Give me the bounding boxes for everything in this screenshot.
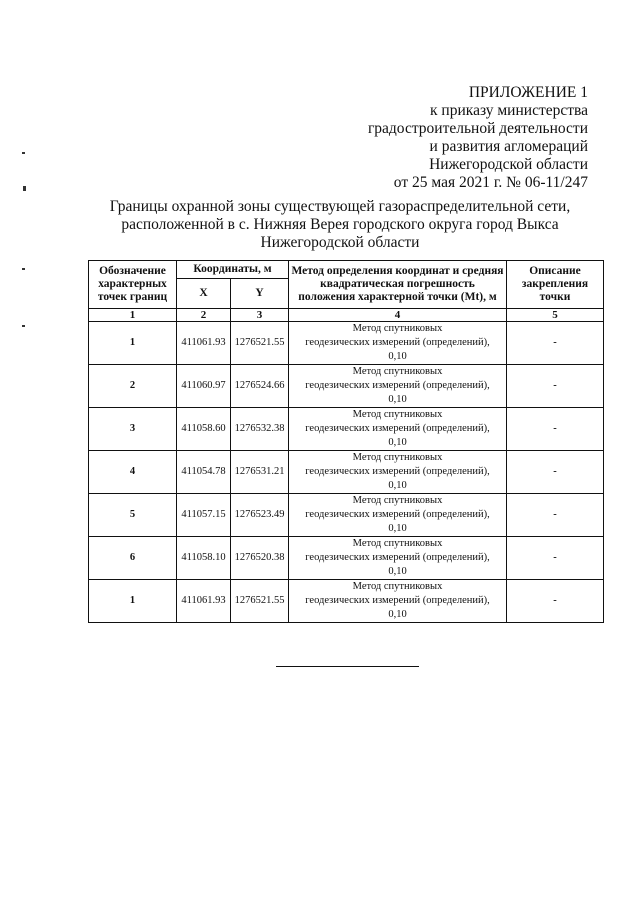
header-description: Описание закрепления точки: [507, 261, 604, 309]
coord-x: 411060.97: [177, 365, 231, 408]
method-accuracy: 0,10: [388, 523, 407, 534]
method-cell: [289, 451, 507, 494]
point-id: 4: [89, 451, 177, 494]
appendix-block: [328, 84, 588, 192]
column-number: 4: [289, 309, 507, 322]
column-number-row: [89, 309, 604, 322]
method-line: Метод спутниковых: [352, 409, 443, 420]
method-cell: [289, 322, 507, 365]
column-number: 5: [507, 309, 604, 322]
column-number: 1: [89, 309, 177, 322]
method-accuracy: 0,10: [388, 437, 407, 448]
fixing-description: -: [507, 365, 604, 408]
fixing-description: -: [507, 451, 604, 494]
coord-x: 411057.15: [177, 494, 231, 537]
header-x: X: [177, 279, 231, 309]
appendix-line: Нижегородской области: [429, 156, 588, 173]
closing-rule: [276, 666, 419, 667]
coord-x: 411058.10: [177, 537, 231, 580]
coord-x: 411058.60: [177, 408, 231, 451]
table-row: [89, 365, 604, 408]
method-cell: [289, 494, 507, 537]
method-accuracy: 0,10: [388, 351, 407, 362]
method-line: геодезических измерений (определений),: [305, 552, 490, 563]
appendix-heading: ПРИЛОЖЕНИЕ 1: [468, 84, 588, 101]
fixing-description: -: [507, 580, 604, 623]
coord-y: 1276532.38: [231, 408, 289, 451]
method-line: Метод спутниковых: [352, 366, 443, 377]
table-row: [89, 451, 604, 494]
method-accuracy: 0,10: [388, 394, 407, 405]
fixing-description: -: [507, 322, 604, 365]
point-id: 1: [89, 322, 177, 365]
appendix-line: к приказу министерства: [430, 102, 588, 119]
header-coordinates: Координаты, м: [177, 261, 289, 279]
point-id: 2: [89, 365, 177, 408]
method-cell: [289, 580, 507, 623]
header-y: Y: [231, 279, 289, 309]
coord-y: 1276523.49: [231, 494, 289, 537]
point-id: 6: [89, 537, 177, 580]
coord-y: 1276520.38: [231, 537, 289, 580]
appendix-line: и развития агломераций: [429, 138, 588, 155]
scan-speck: [22, 325, 25, 327]
method-cell: [289, 537, 507, 580]
coord-x: 411061.93: [177, 322, 231, 365]
method-line: Метод спутниковых: [352, 495, 443, 506]
fixing-description: -: [507, 537, 604, 580]
method-line: геодезических измерений (определений),: [305, 337, 490, 348]
table-row: [89, 408, 604, 451]
method-line: Метод спутниковых: [352, 581, 443, 592]
method-accuracy: 0,10: [388, 609, 407, 620]
method-line: геодезических измерений (определений),: [305, 380, 490, 391]
method-line: Метод спутниковых: [352, 323, 443, 334]
table-row: [89, 580, 604, 623]
method-cell: [289, 408, 507, 451]
header-designation: Обозначение характерных точек границ: [89, 261, 177, 309]
coord-y: 1276531.21: [231, 451, 289, 494]
method-line: геодезических измерений (определений),: [305, 595, 490, 606]
column-number: 2: [177, 309, 231, 322]
scan-speck: [22, 268, 25, 270]
appendix-line: градостроительной деятельности: [367, 120, 588, 137]
scan-speck: [22, 152, 25, 154]
fixing-description: -: [507, 494, 604, 537]
appendix-order-date: от 25 мая 2021 г. № 06-11/247: [393, 174, 588, 191]
boundary-points-table: [88, 260, 604, 623]
table-row: [89, 537, 604, 580]
title-line: Нижегородской области: [260, 234, 420, 251]
table-header-row: [89, 261, 604, 279]
coord-y: 1276524.66: [231, 365, 289, 408]
method-line: геодезических измерений (определений),: [305, 509, 490, 520]
method-line: геодезических измерений (определений),: [305, 466, 490, 477]
document-title: [70, 198, 610, 252]
point-id: 3: [89, 408, 177, 451]
title-line: Границы охранной зоны существующей газораспределительной сети,: [109, 198, 571, 215]
header-method: Метод определения координат и средняя квадратическая погрешность положения характерной точки (Mt), м: [289, 261, 507, 309]
table-row: [89, 322, 604, 365]
fixing-description: -: [507, 408, 604, 451]
point-id: 1: [89, 580, 177, 623]
coord-y: 1276521.55: [231, 322, 289, 365]
table-row: [89, 494, 604, 537]
method-line: Метод спутниковых: [352, 452, 443, 463]
scan-speck: [23, 186, 26, 191]
point-id: 5: [89, 494, 177, 537]
method-line: Метод спутниковых: [352, 538, 443, 549]
method-accuracy: 0,10: [388, 480, 407, 491]
method-line: геодезических измерений (определений),: [305, 423, 490, 434]
column-number: 3: [231, 309, 289, 322]
method-accuracy: 0,10: [388, 566, 407, 577]
coord-y: 1276521.55: [231, 580, 289, 623]
title-line: расположенной в с. Нижняя Верея городского округа город Выкса: [121, 216, 559, 233]
coord-x: 411061.93: [177, 580, 231, 623]
method-cell: [289, 365, 507, 408]
coord-x: 411054.78: [177, 451, 231, 494]
